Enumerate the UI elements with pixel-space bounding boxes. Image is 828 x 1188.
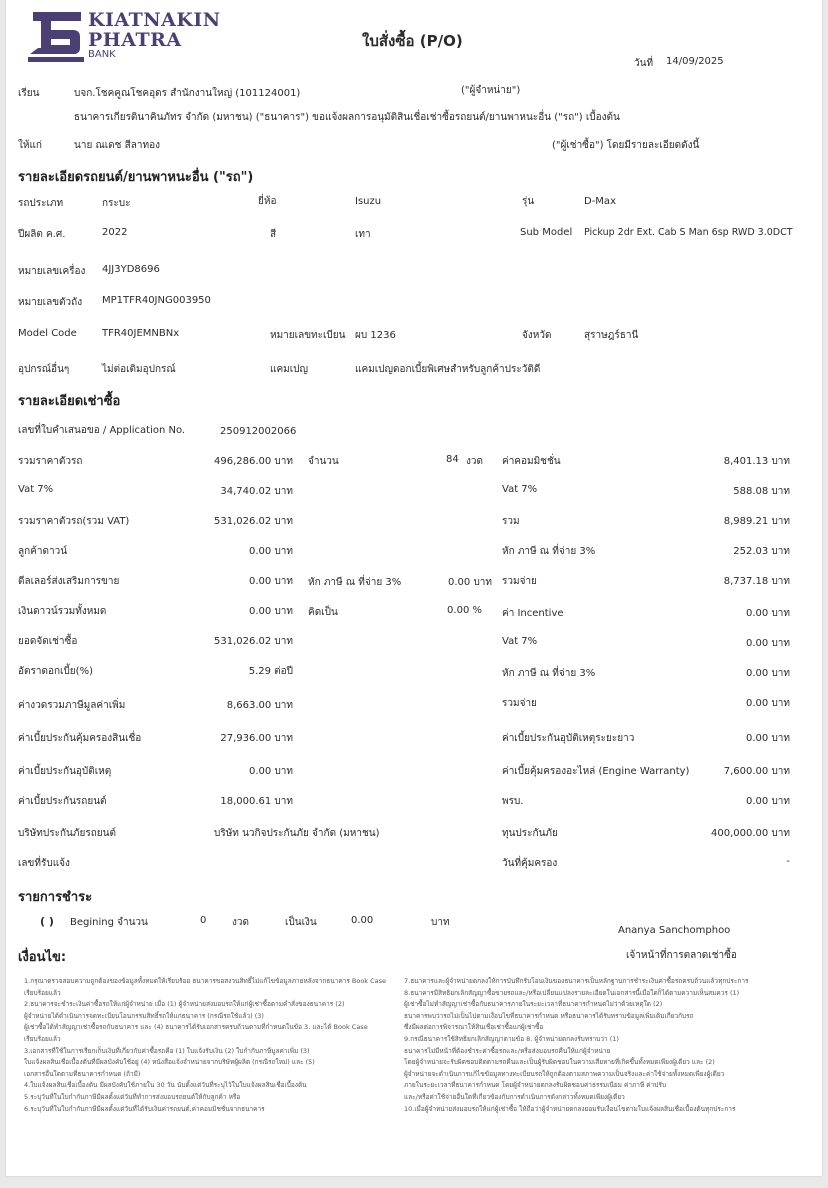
lease-right-label: รวมจ่าย xyxy=(502,576,537,587)
chassis-number-label: หมายเลขตัวถัง xyxy=(18,297,83,308)
condition-line-right: 9.กรณีธนาคารใช้สิทธิยกเลิกสัญญาตามข้อ 8. ผู้จำหน่ายตกลงรับทราบว่า (1) xyxy=(404,1035,619,1043)
condition-line-left: ผู้จำหน่ายได้ดำเนินการจดทะเบียนโอนกรรมสิทธิ์รถให้แก่ธนาคาร (กรณีรถใช้แล้ว) (3) xyxy=(24,1011,264,1020)
to-label: เรียน xyxy=(18,88,40,99)
lease-right-label: วันที่คุ้มครอง xyxy=(502,858,558,869)
lease-right-value: 7,600.00 บาท xyxy=(723,766,790,777)
bank-statement: ธนาคารเกียรตินาคินภัทร จำกัด (มหาชน) ("ธนาคาร") ขอแจ้งผลการอนุมัติสินเชื่อเช่าซื้อรถยนต์/ยานพาหนะอื่น ("รถ") เบื้องต้น xyxy=(74,112,620,123)
officer-name: Ananya Sanchomphoo xyxy=(618,925,731,936)
lease-left-label: ยอดจัดเช่าซื้อ xyxy=(18,636,78,647)
condition-line-left: 3.เอกสารที่ใช้ในการเรียกเก็บเงินที่เกี่ยวกับค่าซื้อรถคือ (1) ใบแจ้งรับเงิน (2) ใบกำกับภาษีมูลค่าเพิ่ม (3) xyxy=(24,1046,310,1055)
condition-line-left: เรียบร้อยแล้ว xyxy=(24,1035,61,1043)
chassis-number-value: MP1TFR40JNG003950 xyxy=(102,295,211,306)
condition-line-left: 4.ใบแจ้งผลสินเชื่อเบื้องต้น มีผลบังคับใช้ภายใน 30 วัน นับตั้งแต่วันที่ระบุไว้ในใบแจ้งผลสินเชื่อเบื้องต้น xyxy=(24,1081,307,1090)
lease-left-label: ลูกค้าดาวน์ xyxy=(18,546,68,557)
lease-right-label: ค่าเบี้ยประกันอุบัติเหตุระยะยาว xyxy=(502,733,635,744)
condition-line-left: 1.กรุณาตรวจสอบความถูกต้องของข้อมูลทั้งหมดให้เรียบร้อย ธนาคารขอสงวนสิทธิ์ไม่แก้ไขข้อมูลภายหลังจากธนาคาร Book Case xyxy=(24,977,387,985)
model-code-label: Model Code xyxy=(18,328,77,339)
lease-right-value: 8,737.18 บาท xyxy=(723,576,790,587)
lease-right-value: - xyxy=(786,856,790,867)
date-label: วันที่ xyxy=(634,58,654,69)
lease-left-value: 0.00 บาท xyxy=(249,546,293,557)
condition-line-right: 10.เมื่อผู้จำหน่ายส่งมอบรถให้แก่ผู้เช่าซื้อ ให้ถือว่าผู้จำหน่ายตกลงยอมรับเงื่อนไขตามใบแจ้งผลสินเชื่อเบื้องต้นทุกประการ xyxy=(404,1104,736,1113)
lease-right-label: ค่า Incentive xyxy=(502,608,564,619)
lease-right-label: Vat 7% xyxy=(502,636,538,647)
lease-right-value: 0.00 บาท xyxy=(746,796,790,807)
lease-right-value: 400,000.00 บาท xyxy=(711,828,790,839)
condition-line-left: เอกสารอื่นใดตามที่ธนาคารกำหนด (ถ้ามี) xyxy=(24,1069,141,1078)
brand-label: ยี่ห้อ xyxy=(258,196,277,207)
lease-right-label: หัก ภาษี ณ ที่จ่าย 3% xyxy=(502,546,596,557)
customer-role: ("ผู้เช่าซื้อ") โดยมีรายละเอียดดังนี้ xyxy=(552,140,700,151)
province-value: สุราษฎร์ธานี xyxy=(584,330,639,341)
conditions-heading: เงื่อนไข: xyxy=(18,950,67,965)
condition-line-left: เรียบร้อยแล้ว xyxy=(24,988,61,997)
dealer-role: ("ผู้จำหน่าย") xyxy=(461,85,521,96)
percent-label: คิดเป็น xyxy=(308,607,338,618)
lease-right-value: 252.03 บาท xyxy=(733,546,790,557)
lease-left-label: Vat 7% xyxy=(18,484,54,495)
lease-right-value: 0.00 บาท xyxy=(746,638,790,649)
beginning-label: Begining จำนวน xyxy=(70,917,148,928)
lease-left-label: ค่าเบี้ยประกันอุบัติเหตุ xyxy=(18,766,112,777)
lease-left-label: ค่าเบี้ยประกันรถยนต์ xyxy=(18,796,107,807)
lease-right-label: ค่าเบี้ยคุ้มครองอะไหล่ (Engine Warranty) xyxy=(502,766,690,777)
condition-line-left: ผู้เช่าซื้อได้ทำสัญญาเช่าซื้อรถกับธนาคาร และ (4) ธนาคารได้รับเอกสารครบถ้วนตามที่กำหนดในข้อ 3. และได้ Book Case xyxy=(24,1023,368,1032)
lease-right-label: ค่าคอมมิชชั่น xyxy=(502,456,561,467)
submodel-label: Sub Model xyxy=(520,227,573,238)
percent-value: 0.00 % xyxy=(447,605,482,616)
model-value: D-Max xyxy=(584,196,616,207)
dealer-wht-value: 0.00 บาท xyxy=(448,577,492,588)
for-label: ให้แก่ xyxy=(18,140,42,151)
condition-line-left: 5.ระบุวันที่ในใบกำกับภาษีมีผลตั้งแต่วันที่ทำการส่งมอบรถยนต์ให้กับลูกค้า หรือ xyxy=(24,1093,241,1101)
lease-right-value: 0.00 บาท xyxy=(746,668,790,679)
engine-number-value: 4JJ3YD8696 xyxy=(102,264,160,275)
bank-logo-text xyxy=(88,10,221,60)
color-value: เทา xyxy=(355,229,371,240)
lease-left-label: รวมราคาตัวรถ(รวม VAT) xyxy=(18,516,130,527)
term-value: 84 xyxy=(446,454,459,465)
condition-line-right: ซึ่งมีผลต่อการพิจารณาให้สินเชื่อเช่าซื้อแก่ผู้เช่าซื้อ xyxy=(404,1023,544,1032)
vehicle-section-heading: รายละเอียดรถยนต์/ยานพาหนะอื่น ("รถ") xyxy=(18,170,254,185)
equipment-label: อุปกรณ์อื่นๆ xyxy=(18,364,70,375)
lease-left-value: 34,740.02 บาท xyxy=(220,486,293,497)
condition-line-left: ใบแจ้งผลสินเชื่อเบื้องต้นที่มีผลบังคับใช้อยู่ (4) หนังสือแจ้งจำหน่ายจากบริษัทผู้ผลิต (กรณีรถใหม่) และ (5) xyxy=(24,1058,315,1067)
lease-left-value: 5.29 ต่อปี xyxy=(248,666,293,677)
condition-line-right: 7.ธนาคารและผู้จำหน่ายตกลงให้การบันทึกรับโอนเงินของธนาคารเป็นหลักฐานการชำระเงินค่าซื้อรถครบถ้วนแล้วทุกประการ xyxy=(404,977,749,985)
lease-left-value: 0.00 บาท xyxy=(249,766,293,777)
payment-bracket: ( ) xyxy=(40,915,54,928)
lease-left-value: 8,663.00 บาท xyxy=(226,700,293,711)
condition-line-left: 6.ระบุวันที่ในใบกำกับภาษีมีผลตั้งแต่วันที่ได้รับเงินค่ารถยนต์,ค่าคอมมิชชั่นจากธนาคาร xyxy=(24,1104,265,1113)
condition-line-right: ธนาคารไม่มีหน้าที่ต้องชำระค่าซื้อรถและ/หรือส่งมอบรถคืนให้แก่ผู้จำหน่าย xyxy=(404,1046,611,1055)
beginning-unit: งวด xyxy=(232,917,249,928)
logo-line1: KIATNAKIN xyxy=(88,9,221,31)
term-unit: งวด xyxy=(466,456,483,467)
dealer-name: บจก.โชคคูณโชคอุดร สำนักงานใหญ่ (101124001) xyxy=(74,88,301,99)
term-label: จำนวน xyxy=(308,456,339,467)
plate-value: ผบ 1236 xyxy=(355,330,396,341)
lease-left-value: 531,026.02 บาท xyxy=(214,516,293,527)
lease-right-value: 8,401.13 บาท xyxy=(723,456,790,467)
color-label: สี xyxy=(270,229,277,240)
application-number-label: เลขที่ใบคำเสนอขอ / Application No. xyxy=(18,425,186,436)
lease-left-label: ค่างวดรวมภาษีมูลค่าเพิ่ม xyxy=(18,700,126,711)
lease-left-label: บริษัทประกันภัยรถยนต์ xyxy=(18,828,116,839)
amount-value: 0.00 xyxy=(351,915,374,926)
lease-left-value: 496,286.00 บาท xyxy=(214,456,293,467)
lease-left-label: รวมราคาตัวรถ xyxy=(18,456,83,467)
lease-left-value: 27,936.00 บาท xyxy=(220,733,293,744)
payment-section-heading: รายการชำระ xyxy=(18,890,93,905)
amount-currency: บาท xyxy=(431,917,450,928)
lease-right-value: 8,989.21 บาท xyxy=(723,516,790,527)
plate-label: หมายเลขทะเบียน xyxy=(270,330,346,341)
model-label: รุ่น xyxy=(522,196,535,207)
condition-line-right: ภายในระยะเวลาที่ธนาคารกำหนด โดยผู้จำหน่ายตกลงรับผิดชอบค่าธรรมเนียม ค่าภาษี ค่าปรับ xyxy=(404,1081,667,1090)
lease-left-value: 0.00 บาท xyxy=(249,576,293,587)
province-label: จังหวัด xyxy=(522,330,552,341)
lease-right-label: รวมจ่าย xyxy=(502,698,537,709)
lease-right-label: รวม xyxy=(502,516,520,527)
application-number-value: 250912002066 xyxy=(220,426,297,437)
lease-right-label: Vat 7% xyxy=(502,484,538,495)
condition-line-right: 8.ธนาคารมีสิทธิยกเลิกสัญญาซื้อขายรถและ/หรือเปลี่ยนแปลงรายละเอียดในเอกสารนี้เมื่อใดก็ได้ตามความเห็นสมควร (1) xyxy=(404,988,740,997)
condition-line-right: ผู้เช่าซื้อไม่ทำสัญญาเช่าซื้อกับธนาคารภายในระยะเวลาที่ธนาคารกำหนดไม่ว่าด้วยเหตุใด (2) xyxy=(404,1000,663,1009)
purchase-order-page xyxy=(6,0,822,1176)
lease-left-label: ค่าเบี้ยประกันคุ้มครองสินเชื่อ xyxy=(18,733,142,744)
equipment-value: ไม่ต่อเติมอุปกรณ์ xyxy=(102,364,176,375)
lease-right-value: 0.00 บาท xyxy=(746,733,790,744)
lease-left-value: 18,000.61 บาท xyxy=(220,796,293,807)
lease-left-value: บริษัท นวกิจประกันภัย จำกัด (มหาชน) xyxy=(214,828,380,839)
lease-left-label: ดีลเลอร์ส่งเสริมการขาย xyxy=(18,576,120,587)
engine-number-label: หมายเลขเครื่อง xyxy=(18,266,86,277)
lease-right-value: 0.00 บาท xyxy=(746,698,790,709)
year-value: 2022 xyxy=(102,227,128,238)
year-label: ปีผลิต ค.ศ. xyxy=(18,229,66,240)
lease-right-label: พรบ. xyxy=(502,796,524,807)
submodel-value: Pickup 2dr Ext. Cab S Man 6sp RWD 3.0DCT xyxy=(584,227,793,238)
lease-left-value: 531,026.02 บาท xyxy=(214,636,293,647)
beginning-count: 0 xyxy=(200,915,207,926)
condition-line-right: ผู้จำหน่ายจะดำเนินการแก้ไขข้อมูลทางทะเบียนรถให้ถูกต้องตามสภาพความเป็นจริงและค่าใช้จ่ายทั้งหมดเพียงผู้เดียว xyxy=(404,1069,725,1078)
lease-right-label: หัก ภาษี ณ ที่จ่าย 3% xyxy=(502,668,596,679)
lease-right-value: 588.08 บาท xyxy=(733,486,790,497)
lease-section-heading: รายละเอียดเช่าซื้อ xyxy=(18,394,121,409)
document-title: ใบสั่งซื้อ (P/O) xyxy=(362,32,463,50)
campaign-label: แคมเปญ xyxy=(270,364,309,375)
condition-line-right: โดยผู้จำหน่ายจะรับผิดชอบติดตามรถคืนและเป็นผู้รับผิดชอบในความเสียหายที่เกิดขึ้นทั้งหมดเพียงผู้เดียว และ (2) xyxy=(404,1058,715,1067)
lease-left-value: 0.00 บาท xyxy=(249,606,293,617)
dealer-wht-label: หัก ภาษี ณ ที่จ่าย 3% xyxy=(308,577,402,588)
lease-right-label: ทุนประกันภัย xyxy=(502,828,558,839)
vehicle-type-value: กระบะ xyxy=(102,198,131,209)
condition-line-left: 2.ธนาคารจะชำระเงินค่าซื้อรถให้แก่ผู้จำหน่าย เมื่อ (1) ผู้จำหน่ายส่งมอบรถให้แก่ผู้เช่าซื้อตามคำสั่งของธนาคาร (2) xyxy=(24,1000,345,1009)
bank-logo-icon xyxy=(28,10,84,64)
customer-name: นาย ณเดช สีลาทอง xyxy=(74,140,160,151)
lease-right-value: 0.00 บาท xyxy=(746,608,790,619)
condition-line-right: ธนาคารพบว่ารถไม่เป็นไปตามเงื่อนไขที่ธนาคารกำหนด หรือธนาคารได้รับทราบข้อมูลเพิ่มเติมเกี่ยวกับรถ xyxy=(404,1011,694,1020)
logo-line2: PHATRA xyxy=(88,29,182,51)
amount-label: เป็นเงิน xyxy=(285,917,317,928)
officer-role: เจ้าหน้าที่การตลาดเช่าซื้อ xyxy=(626,950,737,961)
lease-left-label: เงินดาวน์รวมทั้งหมด xyxy=(18,606,107,617)
lease-left-label: เลขที่รับแจ้ง xyxy=(18,858,70,869)
date-value: 14/09/2025 xyxy=(666,56,724,67)
logo-line3: BANK xyxy=(88,49,116,60)
vehicle-type-label: รถประเภท xyxy=(18,198,64,209)
lease-left-label: อัตราดอกเบี้ย(%) xyxy=(18,666,93,677)
brand-value: Isuzu xyxy=(355,196,382,207)
condition-line-right: และ/หรือค่าใช้จ่ายอื่นใดที่เกี่ยวข้องกับการดำเนินการดังกล่าวทั้งหมดเพียงผู้เดียว xyxy=(404,1093,625,1101)
model-code-value: TFR40JEMNBNx xyxy=(102,328,180,339)
campaign-value: แคมเปญดอกเบี้ยพิเศษสำหรับลูกค้าประวัติดี xyxy=(355,364,541,375)
